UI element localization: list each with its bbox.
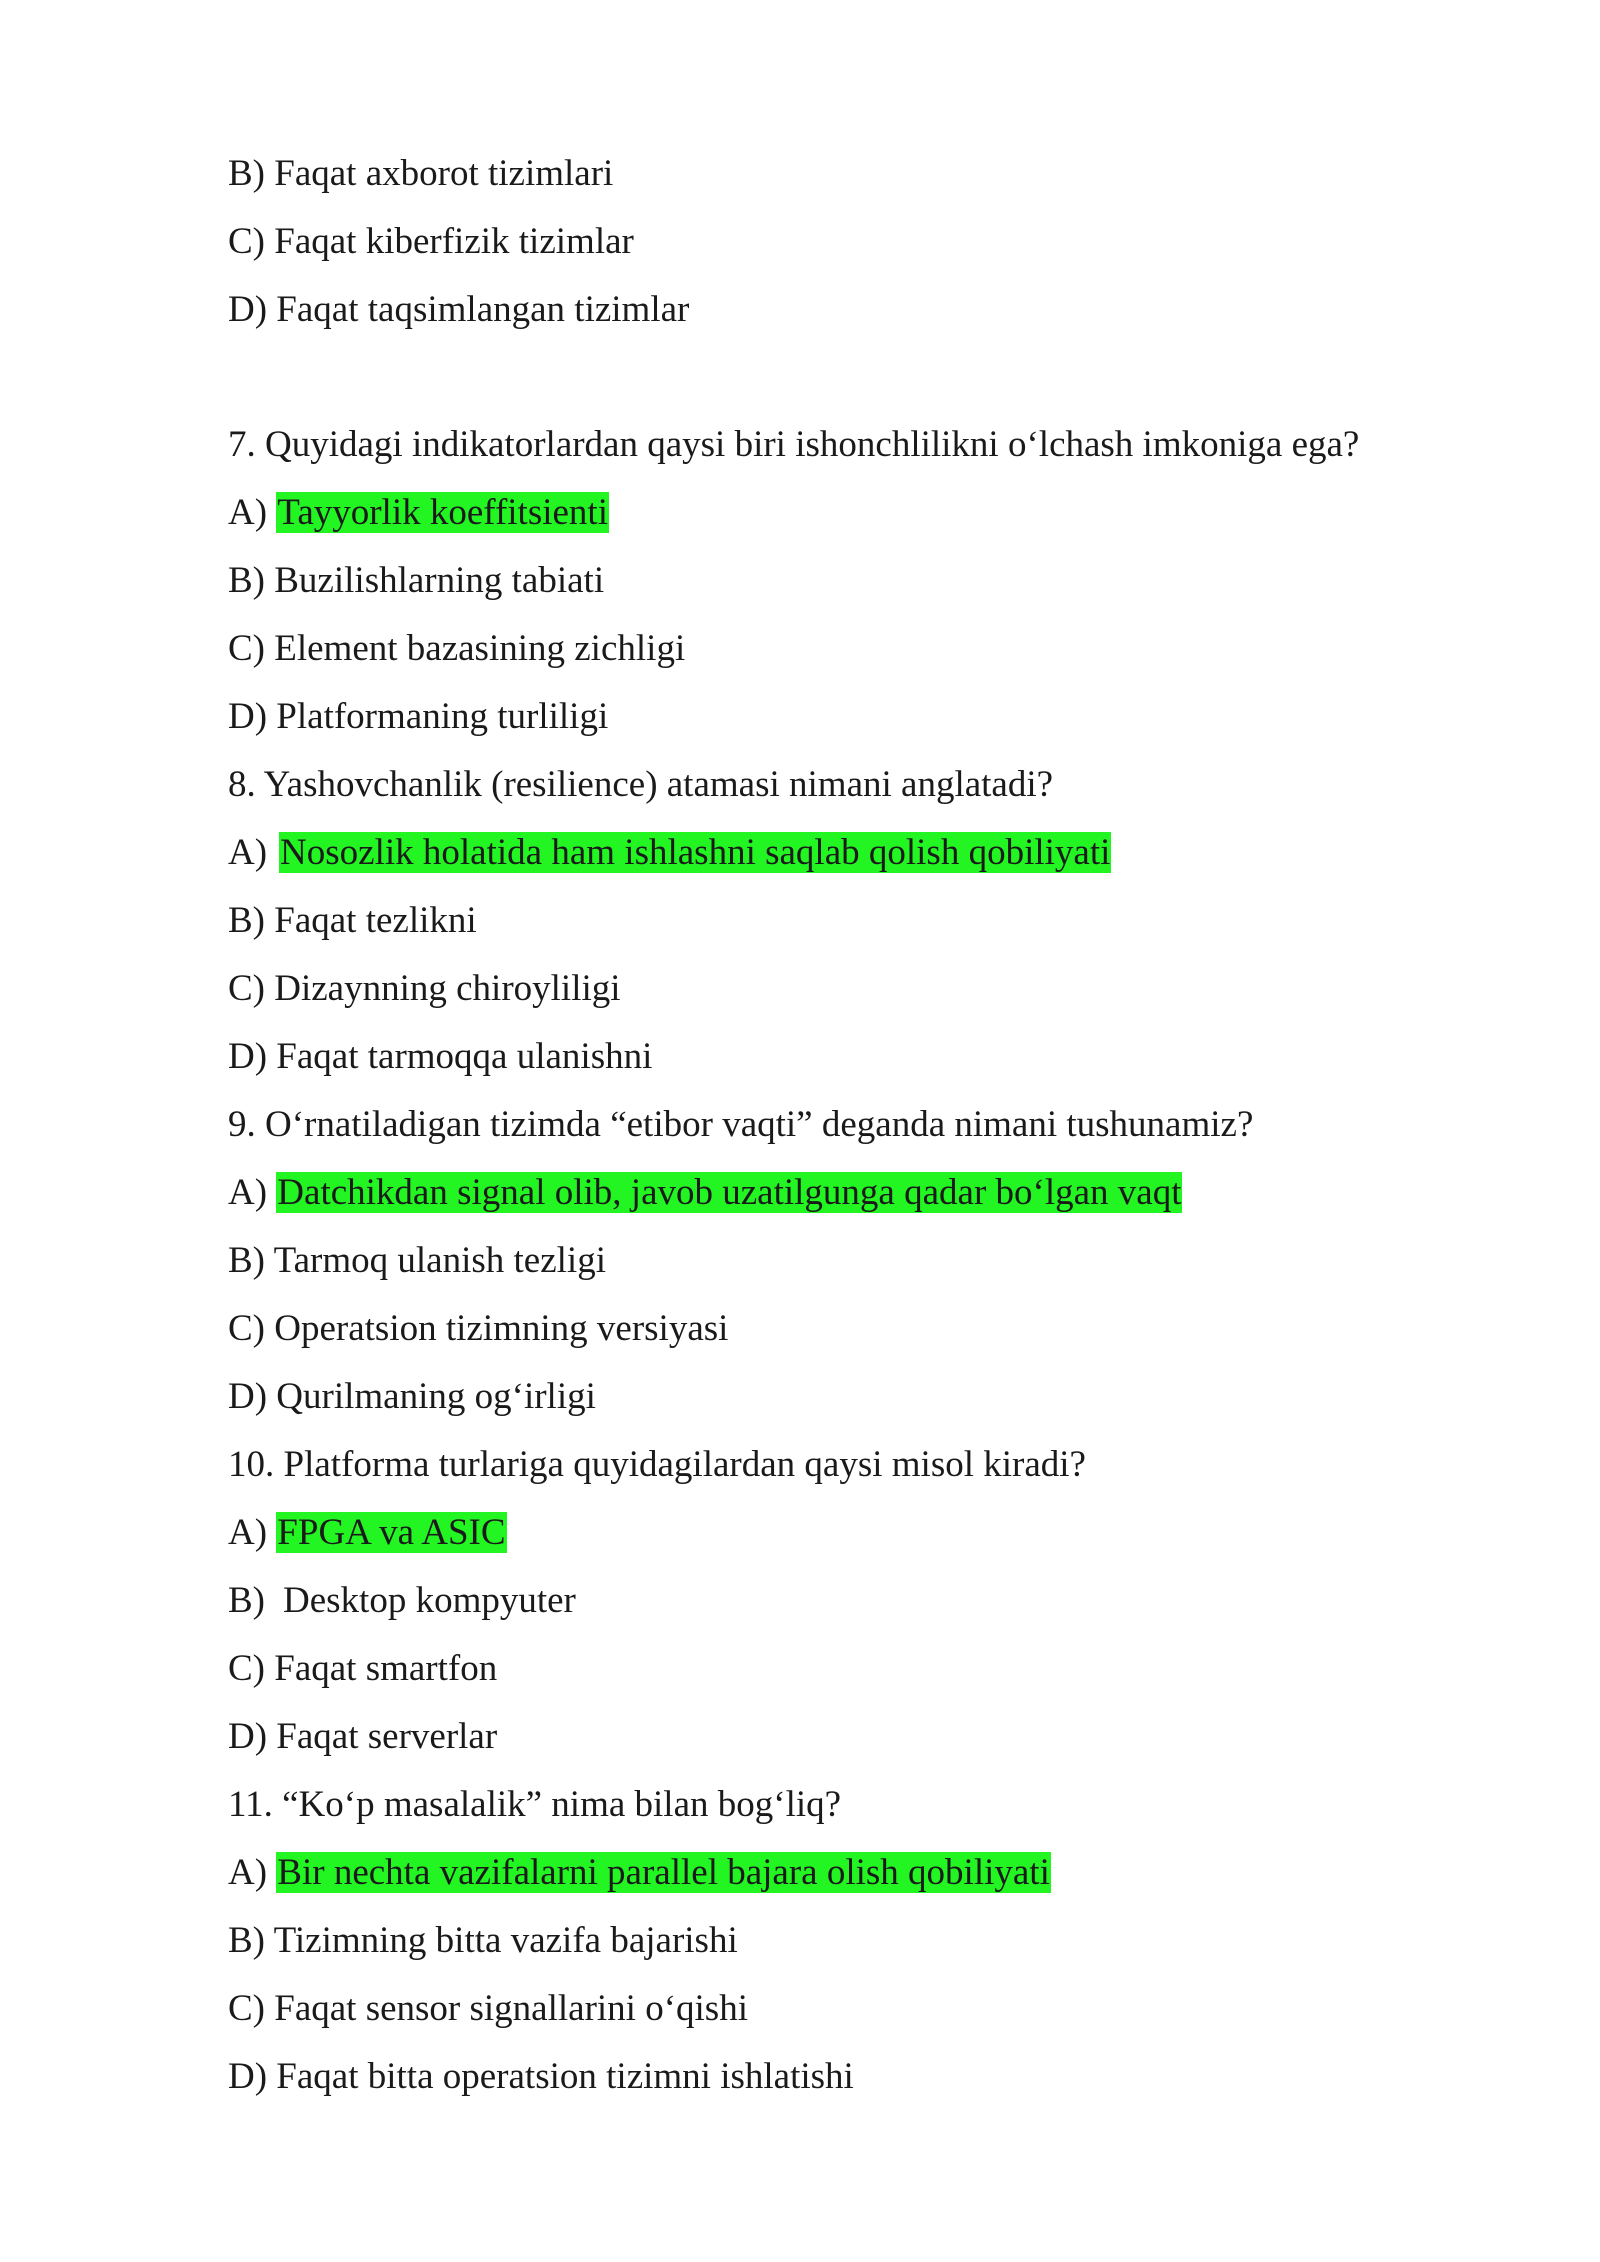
q7-option-b (228, 558, 604, 604)
q9-option-a (228, 1170, 1182, 1216)
option-text-highlighted: Tayyorlik koeffitsienti (277, 492, 608, 533)
option-text: Desktop kompyuter (283, 1580, 576, 1621)
q9-question: 9. O‘rnatiladigan tizimda “etibor vaqti” deganda nimani tushunamiz? (228, 1104, 1254, 1145)
q6-option-c (228, 219, 634, 265)
option-text: Dizaynning chiroyliligi (274, 968, 621, 1009)
option-prefix: A) (228, 1852, 268, 1893)
q6-option-d (228, 287, 689, 333)
option-text: Faqat tarmoqqa ulanishni (276, 1036, 653, 1077)
option-text: Faqat axborot tizimlari (274, 153, 614, 194)
option-prefix: A) (228, 832, 268, 873)
option-text-highlighted: FPGA va ASIC (277, 1512, 506, 1553)
option-prefix: B) (228, 900, 265, 941)
option-prefix: A) (228, 1512, 268, 1553)
option-text: Faqat taqsimlangan tizimlar (276, 289, 690, 330)
option-prefix: B) (228, 1580, 265, 1621)
q10-option-b (228, 1578, 576, 1624)
q11-option-a (228, 1850, 1051, 1896)
option-text: Buzilishlarning tabiati (274, 560, 605, 601)
q7-question: 7. Quyidagi indikatorlardan qaysi biri ishonchlilikni o‘lchash imkoniga ega? (228, 424, 1360, 465)
option-prefix: B) (228, 1920, 265, 1961)
option-text: Tarmoq ulanish tezligi (273, 1240, 606, 1281)
q10-option-a (228, 1510, 507, 1556)
q8-question: 8. Yashovchanlik (resilience) atamasi nimani anglatadi? (228, 764, 1054, 805)
option-text: Faqat tezlikni (274, 900, 477, 941)
q8-option-b (228, 898, 477, 944)
q6-option-b (228, 151, 613, 197)
q8-option-d (228, 1034, 652, 1080)
option-prefix: D) (228, 1376, 268, 1417)
option-prefix: B) (228, 560, 265, 601)
option-text: Faqat kiberfizik tizimlar (274, 221, 634, 262)
q11-option-d (228, 2054, 854, 2100)
option-text: Platformaning turliligi (276, 696, 609, 737)
q7-option-c (228, 626, 685, 672)
option-prefix: B) (228, 1240, 265, 1281)
option-prefix: C) (228, 1308, 265, 1349)
option-prefix: A) (228, 1172, 268, 1213)
option-prefix: D) (228, 1716, 268, 1757)
option-prefix: A) (228, 492, 268, 533)
option-text: Operatsion tizimning versiyasi (274, 1308, 729, 1349)
q8-option-c (228, 966, 621, 1012)
q7-option-d (228, 694, 608, 740)
option-text-highlighted: Bir nechta vazifalarni parallel bajara olish qobiliyati (277, 1852, 1050, 1893)
q10-question: 10. Platforma turlariga quyidagilardan qaysi misol kiradi? (228, 1444, 1086, 1485)
option-prefix: C) (228, 1988, 265, 2029)
option-prefix: C) (228, 221, 265, 262)
option-prefix: B) (228, 153, 265, 194)
q8-option-a (228, 830, 1111, 876)
option-prefix: D) (228, 2056, 268, 2097)
q9-option-d (228, 1374, 596, 1420)
option-text: Element bazasining zichligi (274, 628, 686, 669)
option-prefix: C) (228, 1648, 265, 1689)
option-text: Faqat serverlar (276, 1716, 498, 1757)
q10-option-c (228, 1646, 497, 1692)
option-text: Faqat bitta operatsion tizimni ishlatishi (276, 2056, 854, 2097)
option-prefix: D) (228, 696, 268, 737)
q7-option-a (228, 490, 609, 536)
option-prefix: D) (228, 1036, 268, 1077)
option-text: Tizimning bitta vazifa bajarishi (273, 1920, 738, 1961)
option-text-highlighted: Nosozlik holatida ham ishlashni saqlab qolish qobiliyati (280, 832, 1111, 873)
option-text: Faqat sensor signallarini o‘qishi (274, 1988, 748, 2029)
option-text: Qurilmaning og‘irligi (276, 1376, 596, 1417)
q11-option-c (228, 1986, 748, 2032)
q9-option-c (228, 1306, 728, 1352)
q11-option-b (228, 1918, 738, 1964)
q11-question: 11. “Ko‘p masalalik” nima bilan bog‘liq? (228, 1784, 842, 1825)
option-text-highlighted: Datchikdan signal olib, javob uzatilgunga qadar bo‘lgan vaqt (277, 1172, 1182, 1213)
q10-option-d (228, 1714, 497, 1760)
option-prefix: D) (228, 289, 268, 330)
option-text: Faqat smartfon (274, 1648, 498, 1689)
option-prefix: C) (228, 628, 265, 669)
q9-option-b (228, 1238, 606, 1284)
option-prefix: C) (228, 968, 265, 1009)
